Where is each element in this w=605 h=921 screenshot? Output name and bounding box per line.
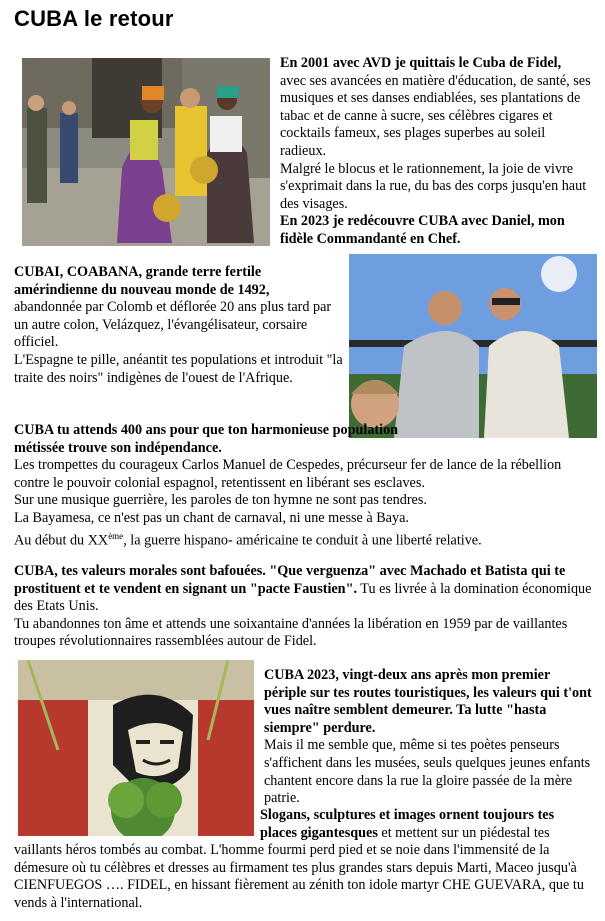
photo-street-dancers bbox=[22, 58, 270, 246]
section-2023-slogans-body: et mettent sur un piédestal tes vaillants héros tombés au combat. L'homme fourmi perd pied et se noie dans l'immensité de la démesure où tu célèbres et dresses au firmament tes plus grandes stars depuis Marti, Maceo jusqu'à CIENFUEGOS …. FIDEL, en hissant fièrement au zénith ton idole martyr CHE GUEVARA, que tu vends à l'international. bbox=[14, 824, 584, 911]
section-2023-intro bbox=[264, 667, 594, 808]
section-independance bbox=[14, 422, 594, 550]
page-title: CUBA le retour bbox=[14, 6, 174, 31]
section-independance-body: Les trompettes du courageux Carlos Manuel de Cespedes, précurseur fer de lance de la rébellion contre le pouvoir colonial espagnol, retentissent en libérant ses esclaves. bbox=[14, 457, 562, 491]
photo-bus-travellers bbox=[349, 254, 597, 438]
section-2023-slogans-lead: Slogans, sculptures et images ornent toujours tes places gigantesques bbox=[260, 807, 555, 841]
section-2001-body-2: Malgré le blocus et le rationnement, la joie de vivre s'exprimait dans la rue, du bas des corps jusqu'en haut des visages. bbox=[280, 160, 587, 212]
section-2023-slogans bbox=[14, 807, 594, 913]
section-valeurs-body: Tu es livrée à la domination économique des Etats Unis. bbox=[14, 580, 592, 615]
section-cubai-lead: CUBAI, COABANA, grande terre fertile amérindienne du nouveau monde de 1492, bbox=[14, 264, 270, 298]
section-valeurs bbox=[14, 563, 594, 651]
section-valeurs-body-2: Tu abandonnes ton âme et attends une soixantaine d'années la libération en 1959 par de vaillantes troupes révolutionnaires rassemblées autour de Fidel. bbox=[14, 615, 568, 650]
section-2023-lead: CUBA 2023, vingt-deux ans après mon premier périple sur tes routes touristiques, les valeurs qui t'ont vues naître semblent demeurer. Ta lutte "hasta siempre" perdure. bbox=[264, 667, 592, 736]
section-independance-body-3: La Bayamesa, ce n'est pas un chant de carnaval, ni une messe à Baya. bbox=[14, 509, 409, 526]
section-cubai-body: abandonnée par Colomb et déflorée 20 ans plus tard par un autre colon, Velázquez, l'évangélisateur, corsaire officiel. bbox=[14, 299, 332, 351]
section-2023-body: Mais il me semble que, même si tes poètes penseurs s'affichent dans les musées, seuls quelques jeunes enfants chantent encore dans la rue la gloire passée de la mère patrie. bbox=[264, 737, 591, 807]
section-cubai-body-2: L'Espagne te pille, anéantit tes populations et introduit "la traite des noirs" indigènes de l'ouest de l'Afrique. bbox=[14, 351, 343, 386]
section-independance-body-2: Sur une musique guerrière, les paroles de ton hymne ne sont pas tendres. bbox=[14, 492, 427, 509]
section-independance-body-4: Au début du XXème, la guerre hispano- américaine te conduit à une liberté relative. bbox=[14, 530, 482, 549]
section-valeurs-lead: CUBA, tes valeurs morales sont bafouées. "Que verguenza" avec Machado et Batista qui te prostituent et te vendent en signant un "pacte Faustien". bbox=[14, 563, 566, 597]
section-2001-closing: En 2023 je redécouvre CUBA avec Daniel, mon fidèle Commandanté en Chef. bbox=[280, 213, 565, 247]
section-cubai bbox=[14, 264, 344, 387]
section-2001 bbox=[280, 55, 592, 249]
section-independance-lead: CUBA tu attends 400 ans pour que ton harmonieuse population métissée trouve son indépendance. bbox=[14, 422, 399, 456]
section-2001-body: avec ses avancées en matière d'éducation, de santé, ses musiques et ses danses endiablées, ses plantations de tabac et de canne à sucre, ses célèbres cigares et cocktails fameux, ses plages superbes au soleil radieux. bbox=[280, 72, 591, 159]
section-2001-lead: En 2001 avec AVD je quittais le Cuba de Fidel, bbox=[280, 55, 562, 71]
